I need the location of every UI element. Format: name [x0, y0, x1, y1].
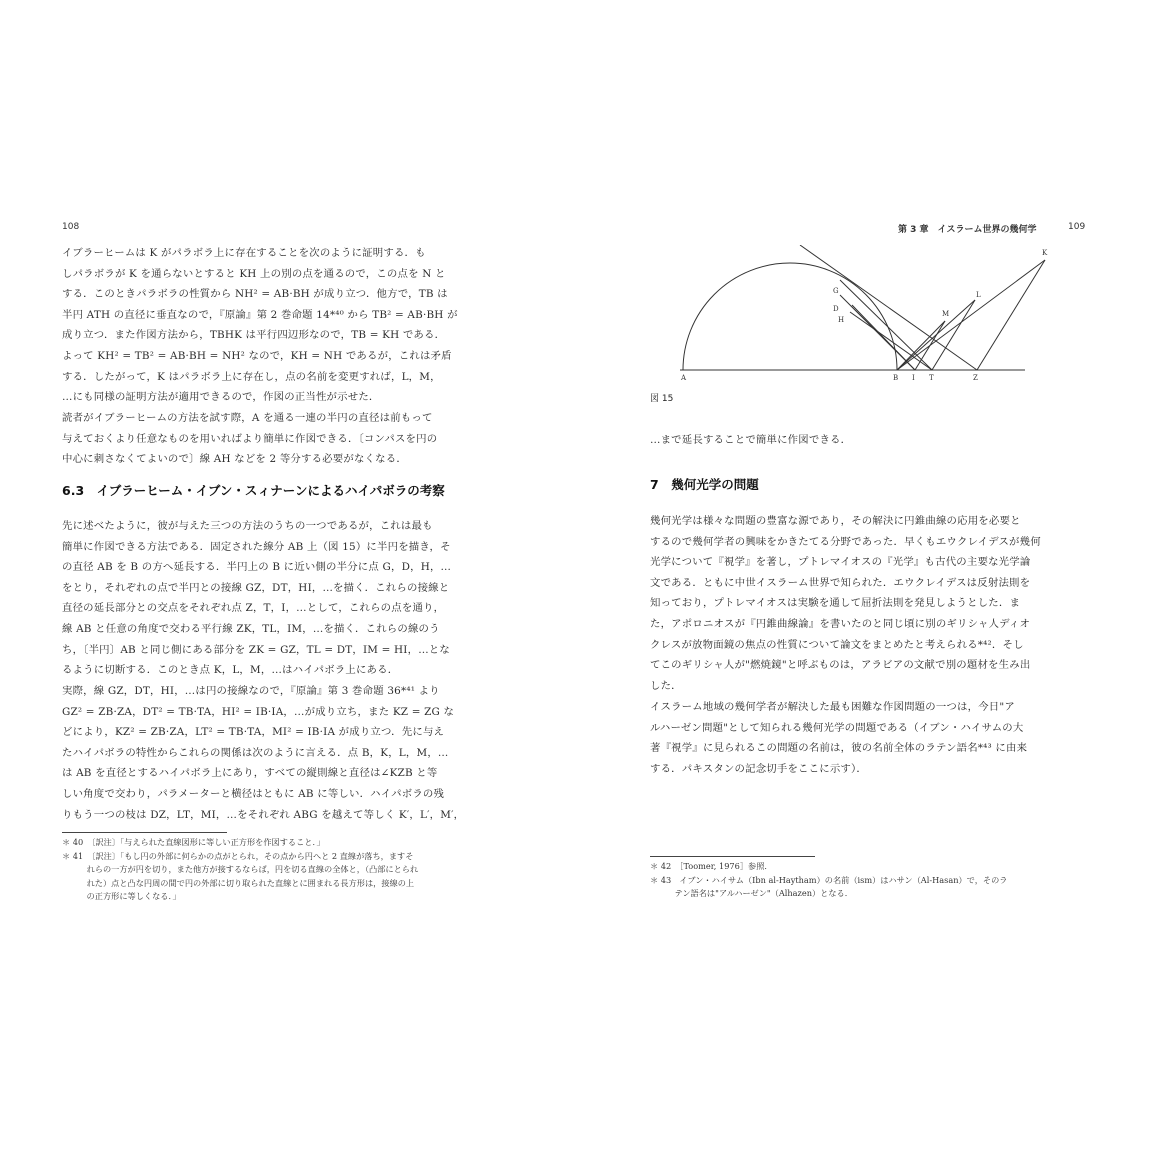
tangent-DT: [840, 280, 932, 370]
line-BK: [897, 260, 1045, 370]
text-line: する．このときパラボラの性質から NH² = AB·BH が成り立つ．他方で，TB は: [62, 288, 448, 301]
label-M: M: [942, 310, 950, 318]
text-line: たハイパボラの特性からこれらの関係は次のように言える．点 B，K，L，M，…: [62, 746, 449, 759]
page-number-right: 109: [1068, 222, 1086, 232]
paragraph-alhazen-problem: [650, 697, 1092, 779]
label-B: B: [893, 374, 899, 382]
footnotes-left: [62, 836, 504, 904]
text-line: 半円 ATH の直径に垂直なので，『原論』第 2 巻命題 14*⁴⁰ から TB² = AB·BH が: [62, 308, 458, 321]
footnote-41-cont: れた）点と凸な円周の間で円の外部に切り取られた直線とに囲まれる長方形は，接線の上: [62, 877, 415, 888]
paragraph-hyperbola-proof: [62, 681, 504, 825]
footnote-43-cont: テン語名は"アルハーゼン"（Alhazen）となる．: [650, 888, 853, 899]
text-line: をとり，それぞれの点で半円との接線 GZ，DT，HI，…を描く．これらの接線と: [62, 581, 450, 594]
running-head: 第 3 章 イスラーム世界の幾何学: [898, 225, 1037, 235]
footnote-43: ＊ 43 イブン・ハイサム（Ibn al-Haytham）の名前（ism）はハサン（Al-Hasan）で，そのラ: [650, 874, 1008, 885]
text-line: するので幾何学者の興味をかきたてる分野であった．早くもエウクレイデスが幾何: [650, 535, 1041, 548]
text-line: た，アポロニオスが『円錐曲線論』を書いたのと同じ頃に別のギリシャ人ディオ: [650, 617, 1031, 630]
text-line: よって KH² = TB² = AB·BH = NH² なので，KH = NH であるが，これは矛盾: [62, 349, 452, 362]
text-line: イスラーム地域の幾何学者が解決した最も困難な作図問題の一つは，今日"ア: [650, 701, 1015, 713]
text-line: GZ² = ZB·ZA，DT² = TB·TA，HI² = IB·IA，…が成り立ち，また KZ = ZG な: [62, 705, 455, 718]
text-line: の直径 AB を B の方へ延長する．半円上の B に近い側の半分に点 G，D，H，…: [62, 561, 452, 574]
text-line: 読者がイブラーヒームの方法を試す際，A を通る一連の半円の直径は前もって: [62, 412, 433, 424]
text-line: イブラーヒームは K がパラボラ上に存在することを次のように証明する．も: [62, 247, 426, 259]
line-GI: [840, 295, 915, 370]
text-line: 知っており，プトレマイオスは実験を通して屈折法則を発見しようとした．ま: [650, 597, 1021, 610]
tangent-GZ: [800, 245, 977, 370]
paragraph-proof: [62, 243, 504, 408]
page-number-left: 108: [62, 222, 80, 232]
text-line: しい角度で交わり，パラメーターと横径はともに AB に等しい．ハイパボラの残: [62, 787, 445, 800]
text-line: ルハーゼン問題"として知られる幾何光学の問題である（イブン・ハイサムの大: [650, 721, 1024, 734]
line-HT: [850, 312, 932, 370]
right-page: [575, 0, 1150, 1150]
text-line: どにより，KZ² = ZB·ZA，LT² = TB·TA，MI² = IB·IA が成り立つ．先に与え: [62, 726, 445, 739]
text-line: 簡単に作図できる方法である．固定された線分 AB 上（図 15）に半円を描き，そ: [62, 540, 451, 553]
semicircle-AB: [683, 263, 897, 370]
text-line: ち，〔半円〕AB と同じ側にある部分を ZK = GZ，TL = DT，IM = HI，…とな: [62, 643, 450, 656]
footnote-41-cont: の正方形に等しくなる．」: [62, 891, 181, 902]
label-I: I: [912, 374, 915, 382]
label-G: G: [833, 287, 839, 295]
footnotes-right: [650, 860, 1092, 901]
footnote-rule: [650, 856, 815, 857]
text-line: 直径の延長部分との交点をそれぞれ点 Z，T，I，…として，これらの点を通り，: [62, 602, 445, 615]
text-line: るように切断する．このとき点 K，L，M，…はハイパボラ上にある．: [62, 664, 399, 677]
text-line: した．: [650, 679, 682, 692]
figure-15-diagram: [680, 245, 1060, 385]
label-K: K: [1042, 249, 1048, 257]
text-line: 実際，線 GZ，DT，HI，…は円の接線なので，『原論』第 3 巻命題 36*⁴¹ より: [62, 685, 440, 697]
text-line: …まで延長することで簡単に作図できる．: [650, 434, 852, 446]
text-line: 線 AB と任意の角度で交わる平行線 ZK，TL，IM，…を描く．これらの線のう: [62, 622, 440, 635]
text-line: 幾何光学は様々な問題の豊富な源であり，その解決に円錐曲線の応用を必要と: [650, 515, 1021, 527]
paragraph-geometric-optics: [650, 511, 1092, 696]
label-H: H: [838, 316, 845, 324]
text-line: 先に述べたように，彼が与えた三つの方法のうちの一つであるが，これは最も: [62, 520, 433, 532]
line-ZK: [977, 260, 1045, 370]
line-TL: [932, 300, 975, 370]
label-T: T: [929, 374, 934, 382]
footnote-40: ＊ 40 〔訳注〕「与えられた直線図形に等しい正方形を作図すること．」: [62, 837, 325, 847]
figure-caption: 図 15: [650, 394, 674, 404]
paragraph-reader-note: [62, 408, 504, 470]
paragraph-continuation: [650, 430, 1090, 451]
text-line: 与えておくより任意なものを用いればより簡単に作図できる．〔コンパスを円の: [62, 432, 438, 445]
footnote-42: ＊ 42 ［Toomer, 1976］参照．: [650, 861, 773, 871]
text-line: 成り立つ．また作図方法から，TBHK は平行四辺形なので，TB = KH である．: [62, 329, 446, 342]
text-line: てこのギリシャ人が"燃焼鏡"と呼ぶものは，アラビアの文献で別の題材を生み出: [650, 659, 1031, 672]
footnote-41-cont: れらの一方が円を切り，また他方が接するならば，円を切る直線の全体と，（凸部にとられ: [62, 864, 419, 875]
text-line: しパラボラが K を通らないとすると KH 上の別の点を通るので，この点を N と: [62, 267, 446, 280]
text-line: クレスが放物面鏡の焦点の性質について論文をまとめたと考えられる*⁴²．そし: [650, 638, 1024, 651]
text-line: りもう一つの枝は DZ，LT，MI，…をそれぞれ ABG を越えて等しく K′，L′，M′，: [62, 808, 465, 821]
label-L: L: [976, 291, 981, 299]
footnote-41: ＊ 41 〔訳注〕「もし円の外部に何らかの点がとられ，その点から円へと 2 直線が落ち，ますそ: [62, 850, 414, 861]
text-line: 文である．ともに中世イスラーム世界で知られた．エウクレイデスは反射法則を: [650, 576, 1031, 589]
label-A: A: [681, 374, 687, 382]
section-heading-7: 7 幾何光学の問題: [650, 477, 759, 492]
footnote-rule: [62, 832, 227, 833]
label-D: D: [833, 305, 839, 313]
text-line: 中心に刺さなくてよいので〕線 AH などを 2 等分する必要がなくなる．: [62, 453, 407, 466]
paragraph-hyperbola-construction: [62, 516, 504, 681]
text-line: する．パキスタンの記念切手をここに示す）．: [650, 762, 867, 775]
label-Z: Z: [973, 374, 978, 382]
text-line: 著『視学』に見られるこの問題の名前は，彼の名前全体のラテン語名*⁴³ に由来: [650, 742, 1028, 755]
line-BL: [897, 300, 975, 370]
text-line: …にも同様の証明方法が適用できるので，作図の正当性が示せた．: [62, 391, 380, 404]
text-line: する．したがって，K はパラボラ上に存在し，点の名前を変更すれば，L，M，: [62, 370, 441, 383]
text-line: 光学について『視学』を著し，プトレマイオスの『光学』も古代の主要な光学論: [650, 556, 1031, 569]
text-line: は AB を直径とするハイパボラ上にあり，すべての縦則線と直径は∠KZB と等: [62, 767, 438, 780]
section-heading-6-3: 6.3 イブラーヒーム・イブン・スィナーンによるハイパボラの考察: [62, 483, 445, 498]
